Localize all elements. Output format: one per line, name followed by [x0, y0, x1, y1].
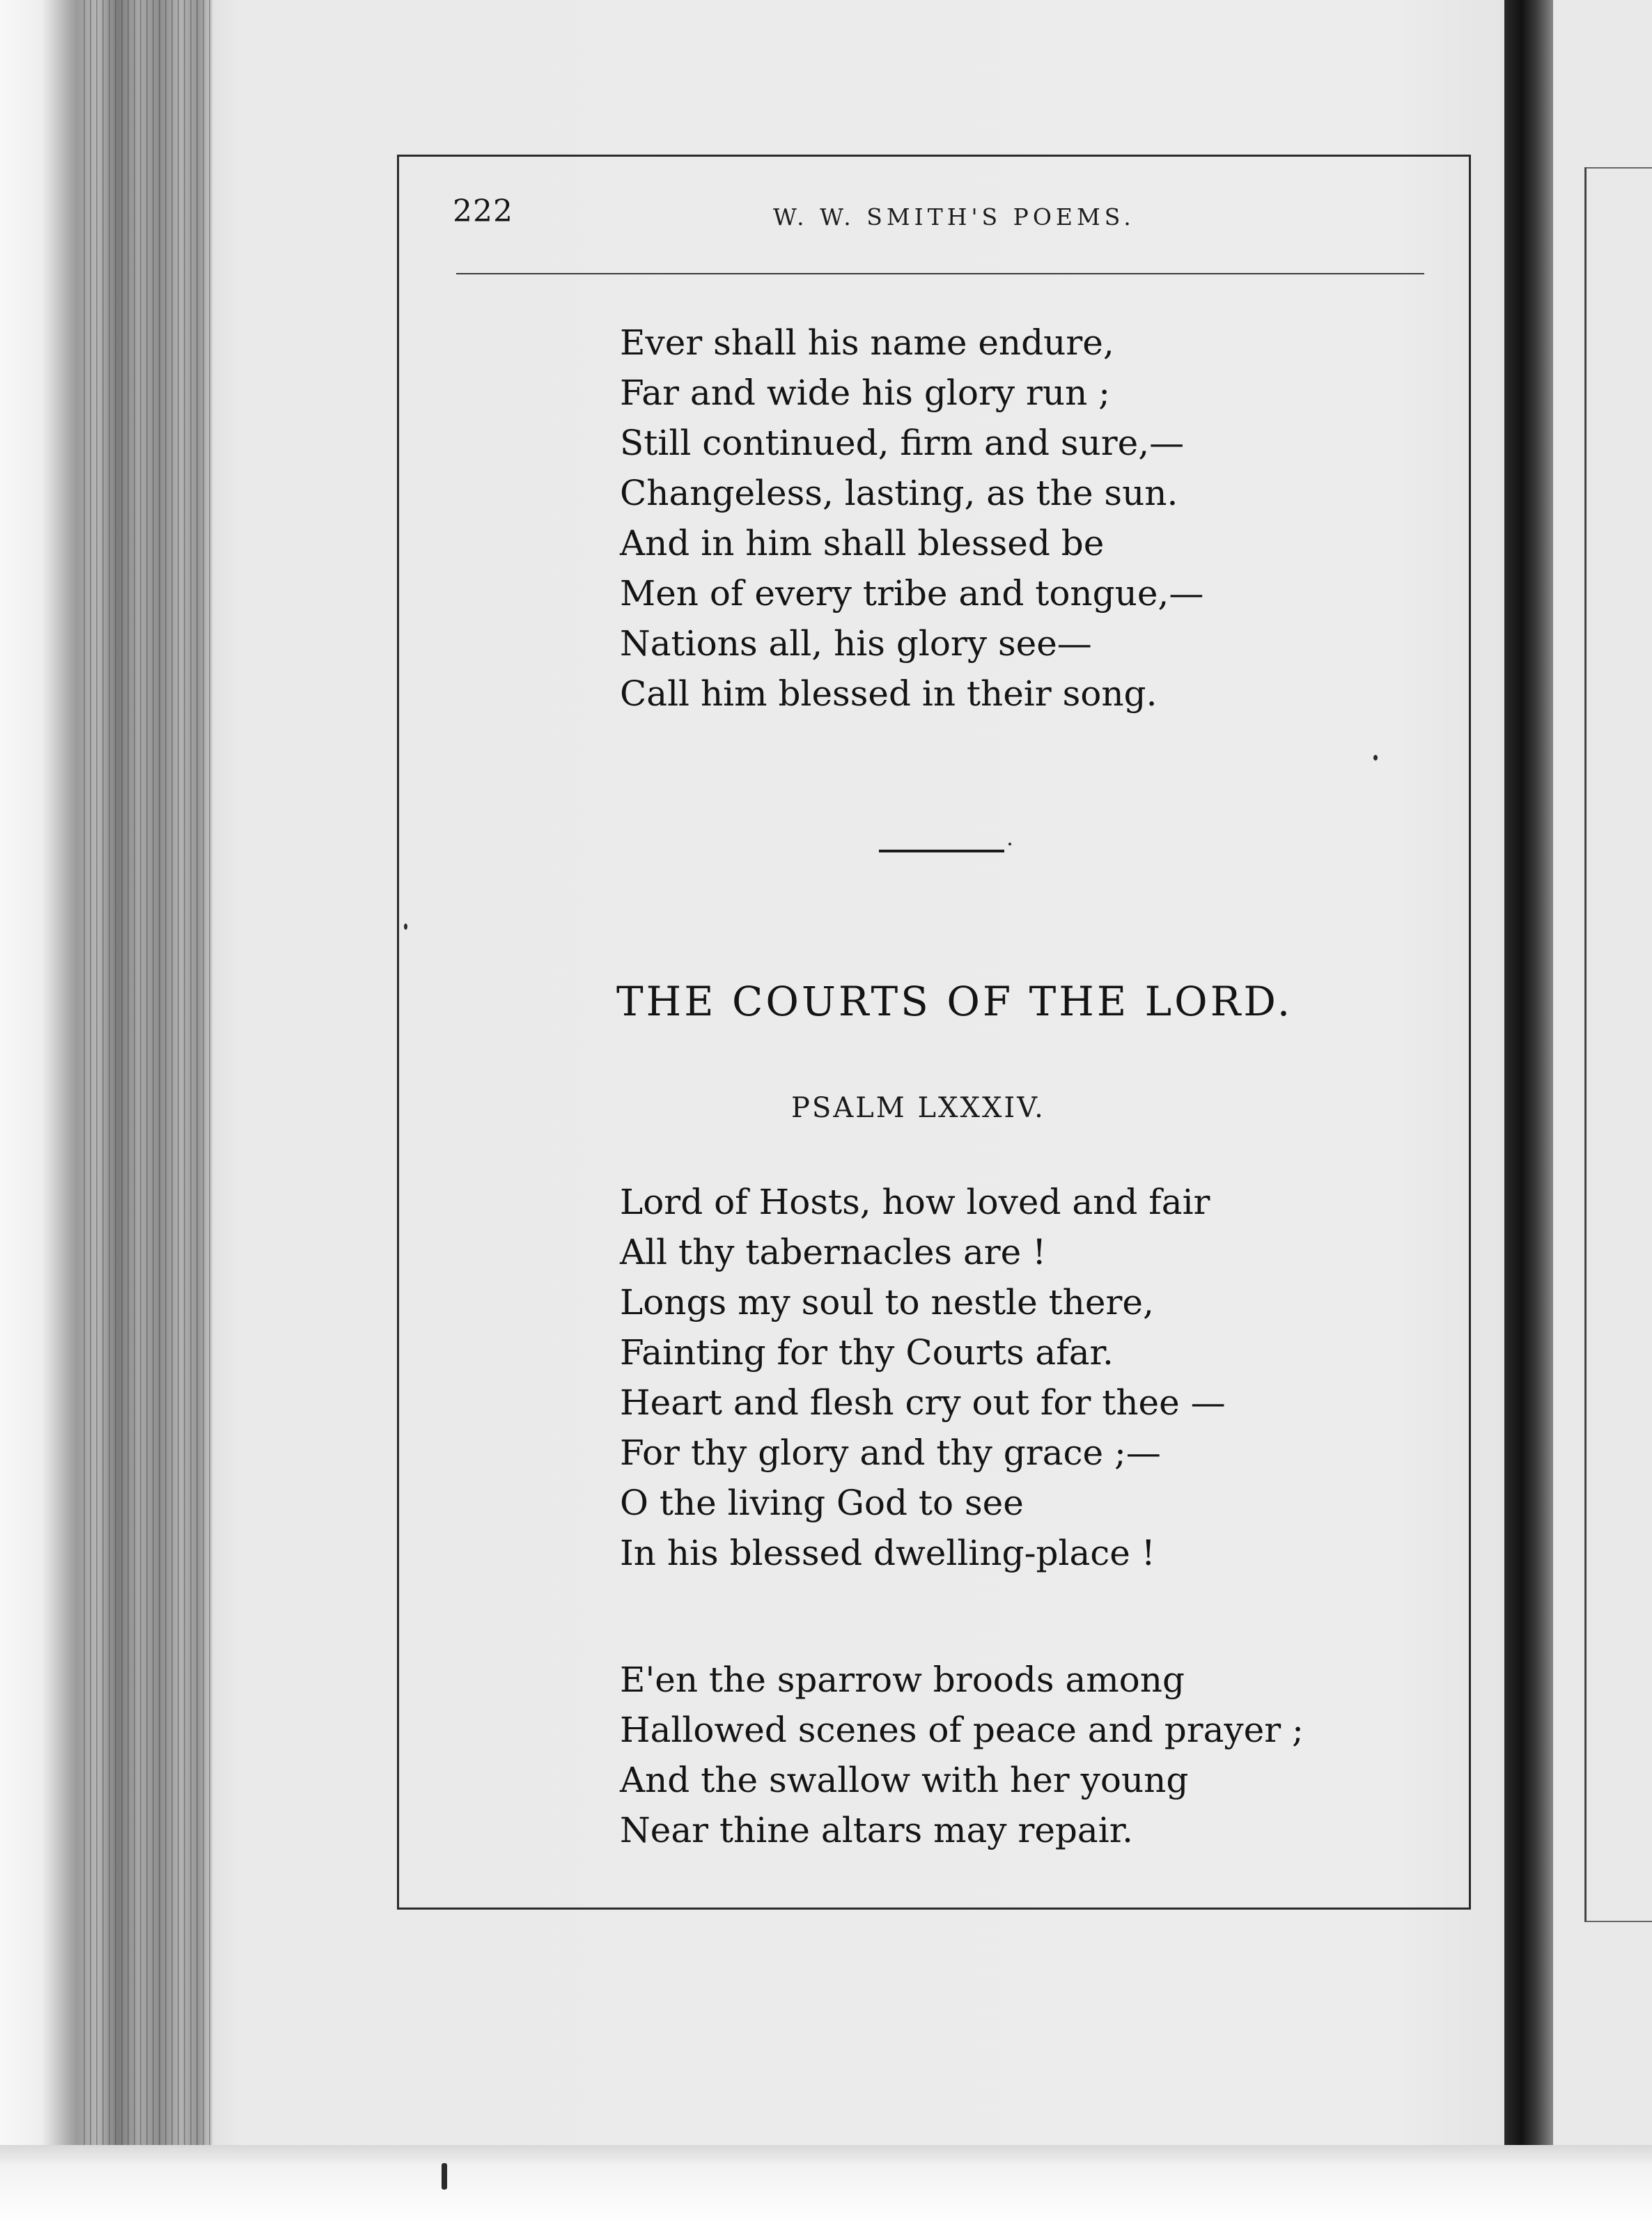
verse-line: Near thine altars may repair. — [620, 1810, 1134, 1850]
verse-line: Lord of Hosts, how loved and fair — [620, 1182, 1210, 1222]
scan-speck — [1373, 755, 1378, 760]
verse-line: For thy glory and thy grace ;— — [620, 1433, 1161, 1473]
verse-line: Call him blessed in their song. — [620, 673, 1158, 714]
verse-line: Ever shall his name endure, — [620, 322, 1114, 363]
stanza-1 — [620, 1177, 1226, 1578]
verse-line: Men of every tribe and tongue,— — [620, 573, 1204, 614]
verse-line: Nations all, his glory see— — [620, 623, 1092, 664]
verse-line: And in him shall blessed be — [620, 523, 1105, 563]
scan-bottom-margin — [0, 2145, 1652, 2223]
previous-poem-ending — [620, 318, 1203, 719]
verse-line: Longs my soul to nestle there, — [620, 1282, 1154, 1323]
header-rule — [456, 273, 1424, 274]
verse-line: Still continued, firm and sure,— — [620, 423, 1185, 463]
poem-title: THE COURTS OF THE LORD. — [616, 978, 1293, 1025]
page-number: 222 — [453, 194, 513, 229]
page-stack-lines — [84, 0, 212, 2223]
verse-line: Changeless, lasting, as the sun. — [620, 473, 1178, 513]
scan-speck — [1008, 843, 1011, 845]
scan-speck — [404, 923, 407, 930]
verse-line: Heart and flesh cry out for thee — — [620, 1382, 1226, 1423]
verse-line: E'en the sparrow broods among — [620, 1660, 1185, 1700]
verse-line: In his blessed dwelling-place ! — [620, 1533, 1155, 1573]
poem-subtitle: PSALM LXXXIV. — [791, 1092, 1045, 1124]
scan-speck — [442, 2163, 447, 2190]
facing-page-frame — [1584, 167, 1652, 1922]
section-divider-rule — [879, 850, 1004, 852]
book-gutter — [1504, 0, 1553, 2223]
stanza-2 — [620, 1655, 1304, 1855]
verse-line: Far and wide his glory run ; — [620, 373, 1111, 413]
running-head: W. W. SMITH'S POEMS. — [773, 203, 1135, 231]
verse-line: O the living God to see — [620, 1483, 1024, 1523]
verse-line: Hallowed scenes of peace and prayer ; — [620, 1710, 1304, 1750]
verse-line: Fainting for thy Courts afar. — [620, 1332, 1114, 1373]
verse-line: All thy tabernacles are ! — [620, 1232, 1047, 1272]
verse-line: And the swallow with her young — [620, 1760, 1189, 1800]
